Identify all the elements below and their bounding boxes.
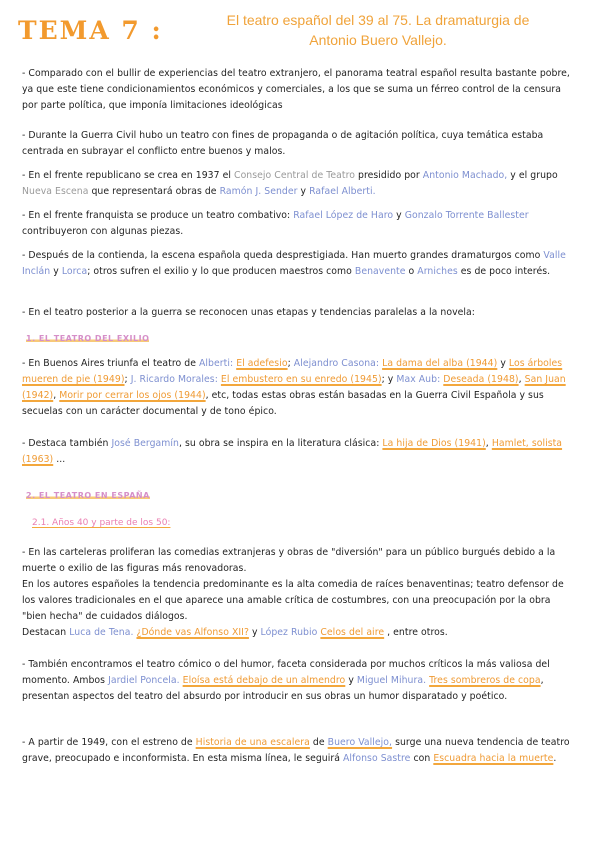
work-title: Deseada (1948) (443, 374, 519, 385)
section-heading-espana: 2. EL TEATRO EN ESPAÑA (26, 491, 150, 500)
author-valle: Valle Inclán (22, 250, 566, 277)
text-fragment: - Después de la contienda, la escena española queda desprestigiada. Han muerto grandes dramaturgos como (22, 250, 541, 261)
subtitle-line-2: Antonio Buero Vallejo. (309, 32, 447, 48)
text-fragment: y (500, 358, 506, 369)
author-sender: Ramón J. Sender (219, 186, 298, 197)
author-casona: Alejandro Casona: (293, 358, 380, 369)
text-fragment: . (553, 753, 557, 764)
author-tena: Luca de Tena. (69, 627, 134, 638)
work-title: Morir por cerrar los ojos (1944) (59, 390, 206, 401)
paragraph-text: - En las carteleras proliferan las comedias extranjeras y obras de "diversión" para un público burgués debido a la muerte o exilio de las figuras más renovadoras. (22, 547, 556, 574)
paragraph-text: En los autores españoles la tendencia predominante es la alta comedia de raíces benaventinas; teatro defensor de los valores tradicionales en el que aparece una amable crítica de costumbres, con una preocupación por la obra "bien hecha" de cuidados diálogos. (22, 579, 564, 622)
work-title: La hija de Dios (1941) (382, 438, 486, 449)
author-lorca: Lorca (61, 266, 88, 277)
work-title: El embustero en su enredo (1945) (220, 374, 382, 385)
tema-title: TEMA 7 : (18, 16, 163, 45)
paragraph-text: - En el teatro posterior a la guerra se reconocen unas etapas y tendencias paralelas a la novela: (22, 307, 475, 318)
paragraph-frente-franquista (22, 208, 570, 240)
text-fragment: ; (124, 374, 128, 385)
work-title: Eloísa está debajo de un almendro (182, 675, 346, 686)
author-benavente: Benavente (354, 266, 406, 277)
text-fragment: , su obra se inspira en la literatura clásica: (179, 438, 380, 449)
tema-subtitle (168, 10, 588, 50)
text-fragment: surge una nueva tendencia de teatro grave, preocupado e inconformista. En esta misma línea, le seguirá (22, 737, 570, 764)
paragraph-text (22, 356, 570, 420)
work-title: San Juan (1942) (22, 374, 566, 401)
nueva-escena-name: Nueva Escena (22, 186, 89, 197)
author-arniches: Arniches (417, 266, 458, 277)
text-fragment: y (53, 266, 59, 277)
text-fragment: es de poco interés. (460, 266, 551, 277)
paragraph-despues-contienda (22, 248, 570, 280)
text-fragment: ; otros sufren el exilio y lo que producen maestros como (87, 266, 352, 277)
text-fragment: y (300, 186, 307, 197)
work-title: Historia de una escalera (195, 737, 310, 748)
text-fragment: y (348, 675, 354, 686)
paragraph-bergamin (22, 436, 570, 468)
text-fragment: , (518, 374, 522, 385)
author-machado: Antonio Machado, (422, 170, 508, 181)
work-title: Celos del aire (320, 627, 385, 638)
paragraph-text (22, 168, 570, 200)
text-fragment: , presentan aspectos del teatro del absurdo por introducir en sus obras un humor disparatado y poético. (22, 675, 544, 702)
author-alberti: Rafael Alberti. (309, 186, 376, 197)
text-fragment: presidido por (358, 170, 420, 181)
author-haro: Rafael López de Haro (293, 210, 394, 221)
text-fragment: - En Buenos Aires triunfa el teatro de (22, 358, 196, 369)
paragraph-text (22, 657, 570, 705)
paragraph-text (22, 735, 570, 767)
text-fragment: y (396, 210, 402, 221)
text-fragment: ; y (381, 374, 394, 385)
text-fragment: , (485, 438, 489, 449)
paragraph-text (22, 208, 570, 240)
paragraph-text (22, 625, 570, 641)
paragraph-buenos-aires (22, 356, 570, 420)
paragraph-teatro-comico (22, 657, 570, 705)
author-torrente: Gonzalo Torrente Ballester (404, 210, 529, 221)
work-title: La dama del alba (1944) (382, 358, 498, 369)
text-fragment: , etc, todas estas obras están basadas en la Guerra Civil Española y sus secuelas con un carácter documental y de tono épico. (22, 390, 544, 417)
text-fragment: Destacan (22, 627, 67, 638)
paragraph-panorama (22, 66, 570, 114)
author-aub: Max Aub: (396, 374, 441, 385)
text-fragment: y el grupo (510, 170, 558, 181)
author-alberti: Alberti: (199, 358, 234, 369)
subtitle-line-1: El teatro español del 39 al 75. La dramaturgia de (226, 12, 530, 28)
work-title: ¿Dónde vas Alfonso XII? (136, 627, 249, 638)
author-buero: Buero Vallejo, (327, 737, 393, 748)
text-fragment: - Destaca también (22, 438, 109, 449)
subsection-heading-anos-40: 2.1. Años 40 y parte de los 50: (32, 518, 171, 528)
author-mihura: Miguel Mihura. (356, 675, 427, 686)
author-bergamin: José Bergamín (111, 438, 179, 449)
section-heading-exilio: 1. EL TEATRO DEL EXILIO (26, 334, 150, 343)
paragraph-text (22, 436, 570, 468)
paragraph-text: - Comparado con el bullir de experiencias del teatro extranjero, el panorama teatral español resulta bastante pobre, ya que este tiene condicionamientos económicos y comerciales, a los que se suma un férreo control de la censura por parte política, que imponía limitaciones ideológicas (22, 68, 570, 111)
author-sastre: Alfonso Sastre (343, 753, 411, 764)
text-fragment: - También encontramos el teatro cómico o del humor, faceta considerada por muchos críticos la más valiosa del momento. Ambos (22, 659, 550, 686)
text-fragment: y (251, 627, 258, 638)
author-rubio: López Rubio (260, 627, 318, 638)
work-title: Escuadra hacia la muerte (433, 753, 554, 764)
text-fragment: que representará obras de (91, 186, 217, 197)
text-fragment: ; (287, 358, 291, 369)
paragraph-etapas (22, 305, 570, 321)
work-title: Tres sombreros de copa (429, 675, 541, 686)
text-fragment: contribuyeron con algunas piezas. (22, 226, 184, 237)
work-title: Hamlet, solista (1963) (22, 438, 563, 465)
text-fragment: de (312, 737, 325, 748)
paragraph-text (22, 248, 570, 280)
text-fragment: , (53, 390, 57, 401)
paragraph-guerra-civil (22, 128, 570, 160)
text-fragment: - A partir de 1949, con el estreno de (22, 737, 193, 748)
paragraph-frente-republicano (22, 168, 570, 200)
consejo-central-name: Consejo Central de Teatro (234, 170, 355, 181)
text-fragment: , entre otros. (387, 627, 448, 638)
work-title: El adefesio (236, 358, 288, 369)
paragraph-text: - Durante la Guerra Civil hubo un teatro con fines de propaganda o de agitación política, cuya temática estaba centrada en subrayar el conflicto entre buenos y malos. (22, 130, 544, 157)
author-poncela: Jardiel Poncela. (108, 675, 180, 686)
paragraph-1949 (22, 735, 570, 767)
text-fragment: - En el frente republicano se crea en 1937 el (22, 170, 232, 181)
work-title: Los árboles mueren de pie (1949) (22, 358, 563, 385)
text-fragment: o (408, 266, 415, 277)
text-fragment: con (413, 753, 431, 764)
text-fragment: - En el frente franquista se produce un teatro combativo: (22, 210, 291, 221)
text-fragment: ... (56, 454, 66, 465)
author-morales: J. Ricardo Morales: (130, 374, 218, 385)
paragraph-carteleras (22, 545, 570, 641)
